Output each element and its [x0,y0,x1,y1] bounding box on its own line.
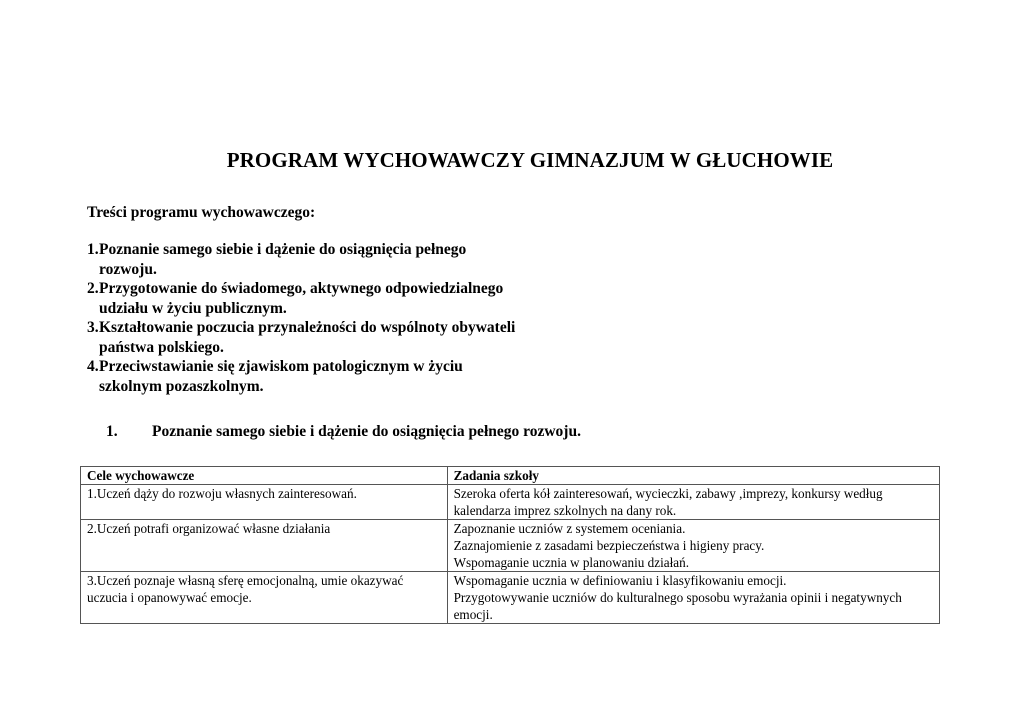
contents-item-number: 2. [87,280,99,297]
contents-item-text: Przeciwstawianie się zjawiskom patologicznym w życiu szkolnym pozaszkolnym. [99,358,463,395]
task-line: Przygotowywanie uczniów do kulturalnego sposobu wyrażania opinii i negatywnych emocji. [453,590,902,622]
section-number: 1. [106,423,118,440]
task-line: Szeroka oferta kół zainteresowań, wycieczki, zabawy ,imprezy, konkursy według kalendarza imprez szkolnych na dany rok. [453,486,883,518]
column-header-tasks: Zadania szkoły [447,467,939,485]
table-header-row [81,467,940,485]
tasks-cell [447,520,939,572]
contents-heading: Treści programu wychowawczego: [87,204,316,221]
contents-item [87,279,527,318]
task-line: Wspomaganie ucznia w planowaniu działań. [453,555,690,570]
contents-item-text: Poznanie samego siebie i dążenie do osiągnięcia pełnego rozwoju. [99,241,467,278]
tasks-cell [447,485,939,520]
table-row [81,572,940,624]
contents-list [87,240,527,396]
section-title: Poznanie samego siebie i dążenie do osiągnięcia pełnego rozwoju. [152,423,581,440]
goals-tasks-table [80,466,940,624]
contents-item [87,240,527,279]
contents-item [87,318,527,357]
table-row [81,520,940,572]
tasks-cell [447,572,939,624]
table-row [81,485,940,520]
column-header-goals: Cele wychowawcze [81,467,448,485]
contents-item-number: 1. [87,241,99,258]
document-title: PROGRAM WYCHOWAWCZY GIMNAZJUM W GŁUCHOWIE [226,148,834,172]
task-line: Zapoznanie uczniów z systemem oceniania. [453,521,686,536]
contents-item-number: 3. [87,319,99,336]
goal-cell: 1.Uczeń dąży do rozwoju własnych zainteresowań. [81,485,448,520]
contents-item-number: 4. [87,358,99,375]
goal-cell: 2.Uczeń potrafi organizować własne działania [81,520,448,572]
contents-item-text: Przygotowanie do świadomego, aktywnego odpowiedzialnego udziału w życiu publicznym. [99,280,504,317]
task-line: Wspomaganie ucznia w definiowaniu i klasyfikowaniu emocji. [453,573,787,588]
contents-item-text: Kształtowanie poczucia przynależności do wspólnoty obywateli państwa polskiego. [99,319,516,356]
section-heading [106,423,581,441]
task-line: Zaznajomienie z zasadami bezpieczeństwa i higieny pracy. [453,538,765,553]
goal-cell: 3.Uczeń poznaje własną sferę emocjonalną, umie okazywać uczucia i opanowywać emocje. [81,572,448,624]
contents-item [87,357,527,396]
